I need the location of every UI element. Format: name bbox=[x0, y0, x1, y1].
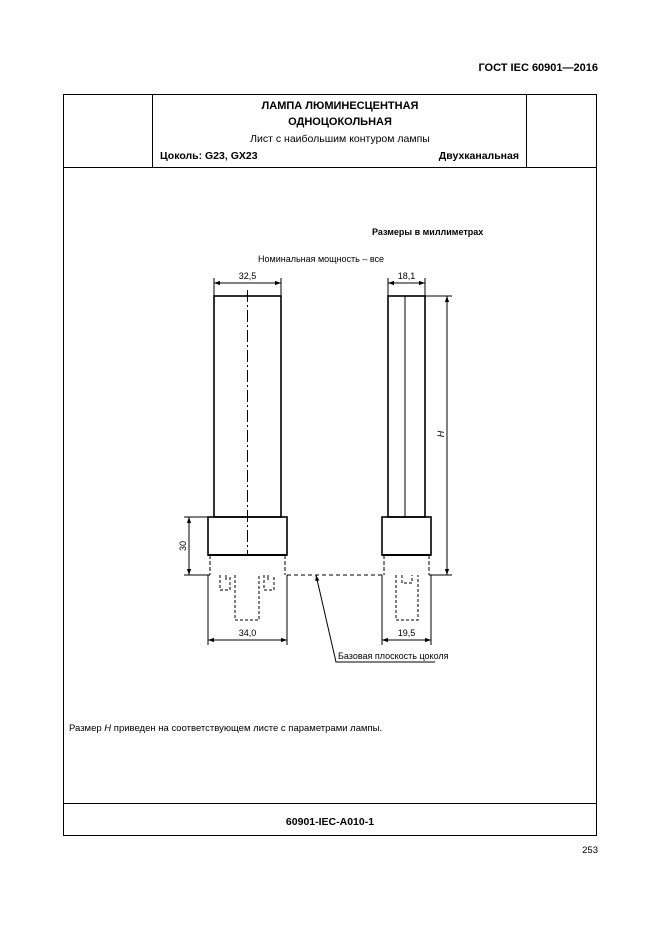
note-suffix: приведен на соответствующем листе с параметрами лампы. bbox=[111, 723, 383, 734]
dim-side-top-label: 18,1 bbox=[397, 271, 416, 281]
side-base bbox=[382, 517, 431, 555]
side-tube bbox=[388, 296, 425, 517]
dim-height-label: H bbox=[436, 430, 446, 438]
reference-plane-label: Базовая плоскость цоколя bbox=[338, 651, 449, 661]
reference-plane-leader bbox=[316, 575, 435, 662]
note-prefix: Размер bbox=[69, 723, 105, 734]
dim-side-base-label: 19,5 bbox=[397, 628, 416, 638]
power-note: Номинальная мощность – все bbox=[258, 254, 385, 264]
units-note: Размеры в миллиметрах bbox=[372, 227, 484, 237]
sheet-code: 60901-IEC-A010-1 bbox=[285, 816, 375, 828]
front-pins bbox=[220, 575, 274, 590]
standard-number: ГОСТ IEC 60901—2016 bbox=[478, 62, 598, 74]
dim-front-top-label: 32,5 bbox=[238, 271, 257, 281]
page-number: 253 bbox=[582, 845, 598, 856]
dim-base-height-label: 30 bbox=[178, 540, 188, 552]
title-line-2: ОДНОЦОКОЛЬНАЯ bbox=[288, 116, 392, 128]
side-pins bbox=[396, 575, 418, 620]
front-key bbox=[235, 575, 259, 620]
note-variable: H bbox=[104, 723, 112, 734]
side-pin-head bbox=[402, 575, 412, 583]
channel-label: Двухканальная bbox=[438, 150, 519, 162]
cap-type-label: Цоколь: G23, GX23 bbox=[160, 150, 258, 162]
title-line-1: ЛАМПА ЛЮМИНЕСЦЕНТНАЯ bbox=[261, 100, 419, 112]
sheet-subtitle: Лист с наибольшим контуром лампы bbox=[250, 133, 430, 145]
dim-front-base-label: 34,0 bbox=[238, 628, 257, 638]
front-pin-marks bbox=[226, 575, 268, 580]
